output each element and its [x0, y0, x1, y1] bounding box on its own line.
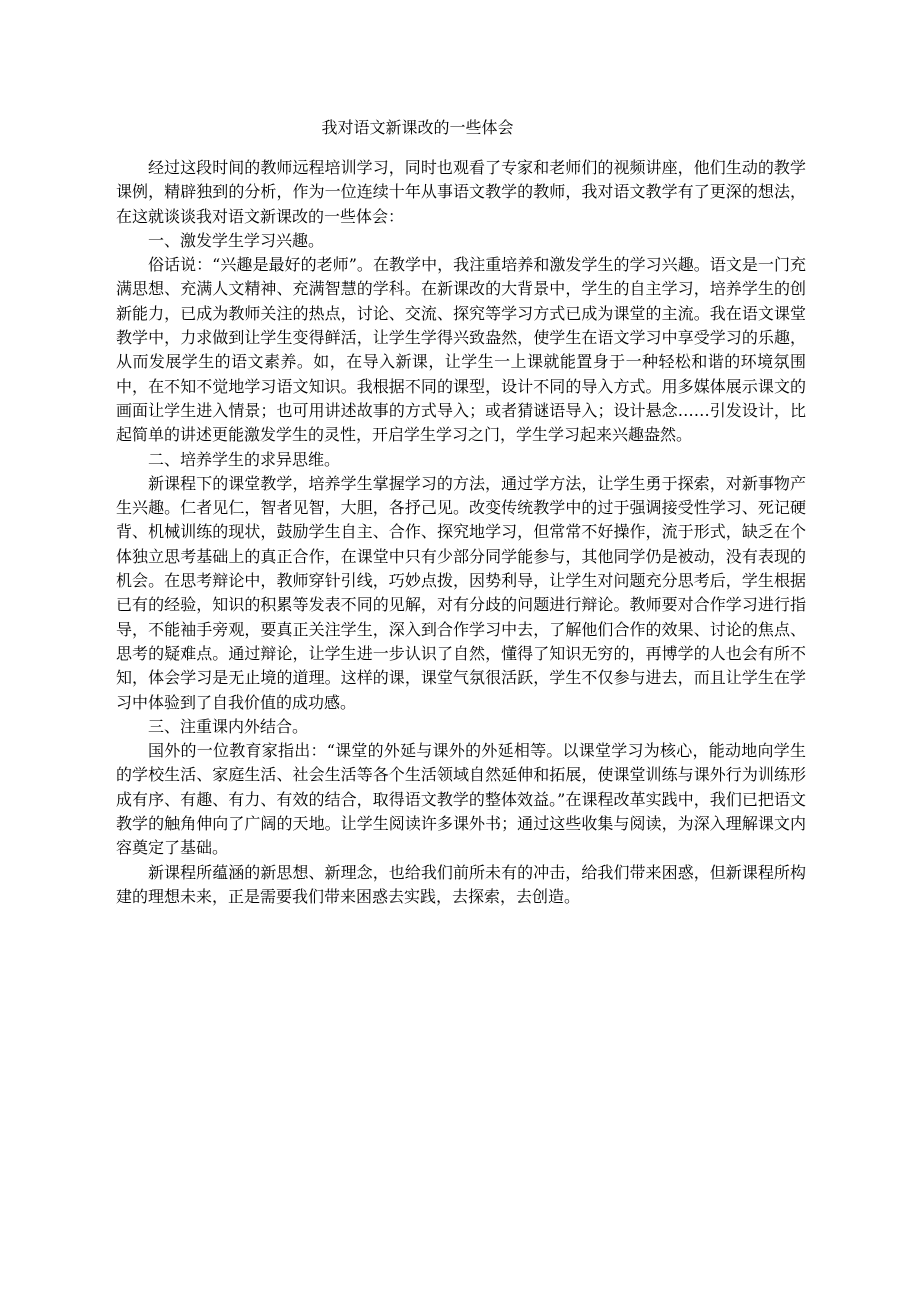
paragraph-conclusion: 新课程所蕴涵的新思想、新理念，也给我们前所未有的冲击，给我们带来困惑，但新课程所构建的理想未来，正是需要我们带来困惑去实践，去探索，去创造。: [116, 862, 806, 906]
paragraph-section-2: 新课程下的课堂教学，培养学生掌握学习的方法，通过学方法，让学生勇于探索，对新事物产生兴趣。仁者见仁，智者见智，大胆，各抒己见。改变传统教学中的过于强调接受性学习、死记硬背、机械训练的现状，鼓励学生自主、合作、探究地学习，但常常不好操作，流于形式，缺乏在个体独立思考基础上的真正合作，在课堂中只有少部分同学能参与，其他同学仍是被动，没有表现的机会。在思考辩论中，教师穿针引线，巧妙点拨，因势利导，让学生对问题充分思考后，学生根据已有的经验，知识的积累等发表不同的见解，对有分歧的问题进行辩论。教师要对合作学习进行指导，不能袖手旁观，要真正关注学生，深入到合作学习中去，了解他们合作的效果、讨论的焦点、思考的疑难点。通过辩论，让学生进一步认识了自然，懂得了知识无穷的，再博学的人也会有所不知，体会学习是无止境的道理。这样的课，课堂气氛很活跃，学生不仅参与进去，而且让学生在学习中体验到了自我价值的成功感。: [116, 473, 806, 712]
paragraph-section-1: 俗话说：“兴趣是最好的老师”。在教学中，我注重培养和激发学生的学习兴趣。语文是一门充满思想、充满人文精神、充满智慧的学科。在新课改的大背景中，学生的自主学习，培养学生的创新能力，已成为教师关注的热点，讨论、交流、探究等学习方式已成为课堂的主流。我在语文课堂教学中，力求做到让学生变得鲜活，让学生学得兴致盎然，使学生在语文学习中享受学习的乐趣，从而发展学生的语文素养。如，在导入新课，让学生一上课就能置身于一种轻松和谐的环境氛围中，在不知不觉地学习语文知识。我根据不同的课型，设计不同的导入方式。用多媒体展示课文的画面让学生进入情景；也可用讲述故事的方式导入；或者猜谜语导入；设计悬念……引发设计，比起简单的讲述更能激发学生的灵性，开启学生学习之门，学生学习起来兴趣盎然。: [116, 255, 806, 445]
document-body: [116, 156, 806, 909]
section-heading-3: 三、注重课内外结合。: [148, 716, 309, 736]
section-heading-2: 二、培养学生的求异思维。: [148, 449, 341, 469]
paragraph-section-3: 国外的一位教育家指出：“课堂的外延与课外的外延相等。以课堂学习为核心，能动地向学生的学校生活、家庭生活、社会生活等各个生活领域自然延伸和拓展，使课堂训练与课外行为训练形成有序、有趣、有力、有效的结合，取得语文教学的整体效益。”在课程改革实践中，我们已把语文教学的触角伸向了广阔的天地。让学生阅读许多课外书；通过这些收集与阅读，为深入理解课文内容奠定了基础。: [116, 741, 806, 858]
section-heading-1: 一、激发学生学习兴趣。: [148, 230, 325, 250]
document-title: 我对语文新课改的一些体会: [321, 118, 514, 137]
paragraph-intro: 经过这段时间的教师远程培训学习，同时也观看了专家和老师们的视频讲座，他们生动的教学课例，精辟独到的分析，作为一位连续十年从事语文教学的教师，我对语文教学有了更深的想法，在这就谈谈我对语文新课改的一些体会：: [116, 158, 806, 226]
